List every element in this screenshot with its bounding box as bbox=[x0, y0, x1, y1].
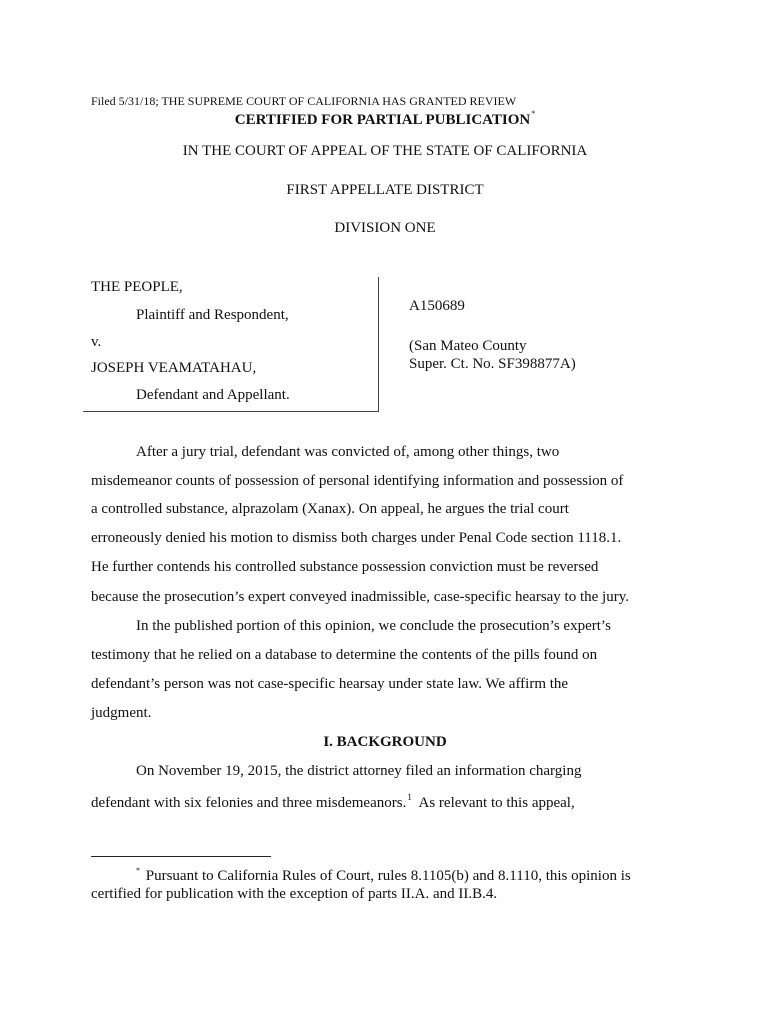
county-court-line2: Super. Ct. No. SF398877A) bbox=[409, 356, 576, 372]
paragraph-2-line: testimony that he relied on a database to determine the contents of the pills found on bbox=[91, 647, 598, 663]
footnote-text: Pursuant to California Rules of Court, rules 8.1105(b) and 8.1110, this opinion is bbox=[142, 868, 631, 884]
versus-label: v. bbox=[91, 334, 102, 350]
paragraph-2-line: In the published portion of this opinion, we conclude the prosecution’s expert’s bbox=[136, 618, 611, 634]
footnote-line bbox=[136, 866, 631, 885]
party-plaintiff: THE PEOPLE, bbox=[91, 279, 183, 295]
caption-bottom-rule bbox=[83, 411, 379, 412]
section-heading: I. BACKGROUND bbox=[323, 734, 447, 750]
district-name: FIRST APPELLATE DISTRICT bbox=[286, 182, 484, 198]
defendant-role: Defendant and Appellant. bbox=[136, 387, 290, 403]
paragraph-1-line: erroneously denied his motion to dismiss both charges under Penal Code section 1118.1. bbox=[91, 530, 622, 546]
footnote-separator bbox=[91, 856, 271, 857]
publication-status bbox=[0, 109, 770, 129]
paragraph-1-line: After a jury trial, defendant was convicted of, among other things, two bbox=[136, 444, 560, 460]
certified-footnote-mark: * bbox=[531, 109, 536, 118]
court-name: IN THE COURT OF APPEAL OF THE STATE OF CALIFORNIA bbox=[182, 143, 588, 159]
caption-vertical-rule bbox=[378, 277, 379, 412]
paragraph-1-line: a controlled substance, alprazolam (Xanax). On appeal, he argues the trial court bbox=[91, 501, 569, 517]
paragraph-3-text: defendant with six felonies and three misdemeanors. bbox=[91, 795, 407, 811]
filed-notice: Filed 5/31/18; THE SUPREME COURT OF CALIFORNIA HAS GRANTED REVIEW bbox=[91, 94, 517, 108]
paragraph-3-line bbox=[91, 792, 575, 812]
certified-text: CERTIFIED FOR PARTIAL PUBLICATION bbox=[234, 112, 531, 128]
county-court-line1: (San Mateo County bbox=[409, 338, 527, 354]
paragraph-1-line: He further contends his controlled substance possession conviction must be reversed bbox=[91, 559, 599, 575]
paragraph-1-line: misdemeanor counts of possession of personal identifying information and possession of bbox=[91, 473, 624, 489]
footnote-reference: 1 bbox=[407, 792, 412, 802]
paragraph-3-text-cont: As relevant to this appeal, bbox=[411, 795, 575, 811]
plaintiff-role: Plaintiff and Respondent, bbox=[136, 307, 289, 323]
paragraph-2-line: judgment. bbox=[91, 705, 152, 721]
footnote-mark: * bbox=[136, 866, 140, 875]
paragraph-1-line: because the prosecution’s expert conveyed inadmissible, case-specific hearsay to the jury. bbox=[91, 589, 629, 605]
division-name: DIVISION ONE bbox=[334, 220, 436, 236]
paragraph-2-line: defendant’s person was not case-specific hearsay under state law. We affirm the bbox=[91, 676, 569, 692]
case-number: A150689 bbox=[409, 298, 465, 314]
footnote-line: certified for publication with the exception of parts II.A. and II.B.4. bbox=[91, 886, 498, 902]
paragraph-3-line: On November 19, 2015, the district attorney filed an information charging bbox=[136, 763, 582, 779]
party-defendant: JOSEPH VEAMATAHAU, bbox=[91, 360, 257, 376]
